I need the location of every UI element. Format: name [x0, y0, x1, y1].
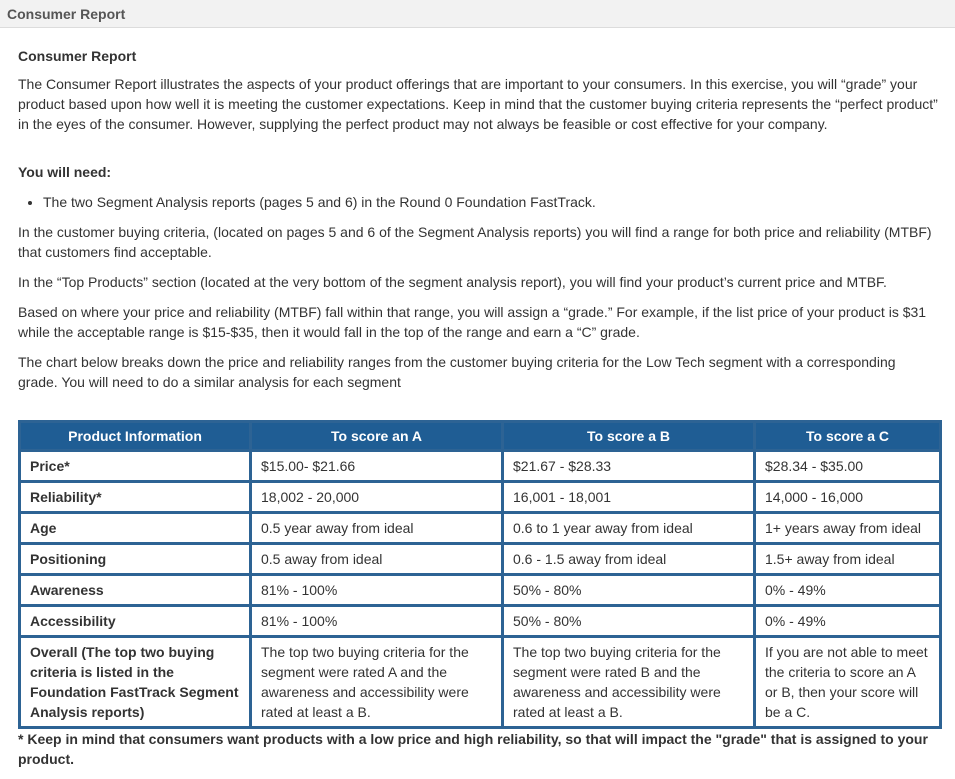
row-label: Positioning [20, 544, 251, 575]
column-header: To score a B [503, 422, 755, 451]
table-cell: $21.67 - $28.33 [503, 451, 755, 482]
needs-label: You will need: [18, 164, 112, 180]
table-row [20, 606, 941, 637]
paragraph-grade-example: Based on where your price and reliability (MTBF) fall within that range, you will assign a “grade.” For example, if the list price of your product is $31 while the acceptable range is $15-$35, then it would fall in the top of the range and earn a “C” grade. [18, 304, 927, 340]
column-header: To score a C [755, 422, 941, 451]
window-title: Consumer Report [7, 6, 126, 22]
page-heading: Consumer Report [18, 48, 137, 64]
table-cell: The top two buying criteria for the segment were rated B and the awareness and accessibility were rated at least a B. [503, 637, 755, 728]
table-cell: 0.5 away from ideal [251, 544, 503, 575]
row-label: Price* [20, 451, 251, 482]
table-cell: 50% - 80% [503, 575, 755, 606]
table-row [20, 544, 941, 575]
needs-list-item: • The two Segment Analysis reports (pages 5 and 6) in the Round 0 Foundation FastTrack. [43, 192, 938, 212]
table-cell: If you are not able to meet the criteria to score an A or B, then your score will be a C. [755, 637, 941, 728]
table-cell: $15.00- $21.66 [251, 451, 503, 482]
table-cell: 1.5+ away from ideal [755, 544, 941, 575]
table-cell: 18,002 - 20,000 [251, 482, 503, 513]
paragraph-top-products: In the “Top Products” section (located at the very bottom of the segment analysis report), you will find your product’s current price and MTBF. [18, 274, 887, 290]
paragraph-buying-criteria: In the customer buying criteria, (located on pages 5 and 6 of the Segment Analysis reports) you will find a range for both price and reliability (MTBF) that customers find acceptable. [18, 224, 932, 260]
row-label: Age [20, 513, 251, 544]
row-label: Overall (The top two buying criteria is listed in the Foundation FastTrack Segment Analysis reports) [20, 637, 251, 728]
row-label: Awareness [20, 575, 251, 606]
report-content [18, 27, 938, 779]
row-label: Accessibility [20, 606, 251, 637]
footnote: * Keep in mind that consumers want products with a low price and high reliability, so that will impact the "grade" that is assigned to your product. [18, 731, 928, 767]
table-cell: 16,001 - 18,001 [503, 482, 755, 513]
table-row [20, 513, 941, 544]
table-cell: 1+ years away from ideal [755, 513, 941, 544]
table-cell: $28.34 - $35.00 [755, 451, 941, 482]
table-header-row [20, 422, 941, 451]
table-cell: The top two buying criteria for the segment were rated A and the awareness and accessibility were rated at least a B. [251, 637, 503, 728]
table-cell: 0.6 to 1 year away from ideal [503, 513, 755, 544]
column-header: Product Information [20, 422, 251, 451]
table-row [20, 637, 941, 728]
column-header: To score an A [251, 422, 503, 451]
intro-paragraph: The Consumer Report illustrates the aspects of your product offerings that are important to your consumers. In this exercise, you will “grade” your product based upon how well it is meeting the customer expectations. Keep in mind that the customer buying criteria represents the “perfect product” in the eyes of the consumer. However, supplying the perfect product may not always be feasible or cost effective for your company. [18, 76, 938, 132]
table-cell: 0.5 year away from ideal [251, 513, 503, 544]
table-cell: 50% - 80% [503, 606, 755, 637]
table-cell: 81% - 100% [251, 575, 503, 606]
grading-table [18, 420, 942, 729]
window-titlebar [0, 0, 955, 28]
row-label: Reliability* [20, 482, 251, 513]
table-cell: 0% - 49% [755, 606, 941, 637]
table-cell: 14,000 - 16,000 [755, 482, 941, 513]
needs-list [18, 192, 938, 212]
table-cell: 0% - 49% [755, 575, 941, 606]
table-cell: 81% - 100% [251, 606, 503, 637]
table-row [20, 575, 941, 606]
table-cell: 0.6 - 1.5 away from ideal [503, 544, 755, 575]
paragraph-chart-intro: The chart below breaks down the price and reliability ranges from the customer buying criteria for the Low Tech segment with a corresponding grade. You will need to do a similar analysis for each segment [18, 354, 896, 390]
table-row [20, 482, 941, 513]
table-row [20, 451, 941, 482]
